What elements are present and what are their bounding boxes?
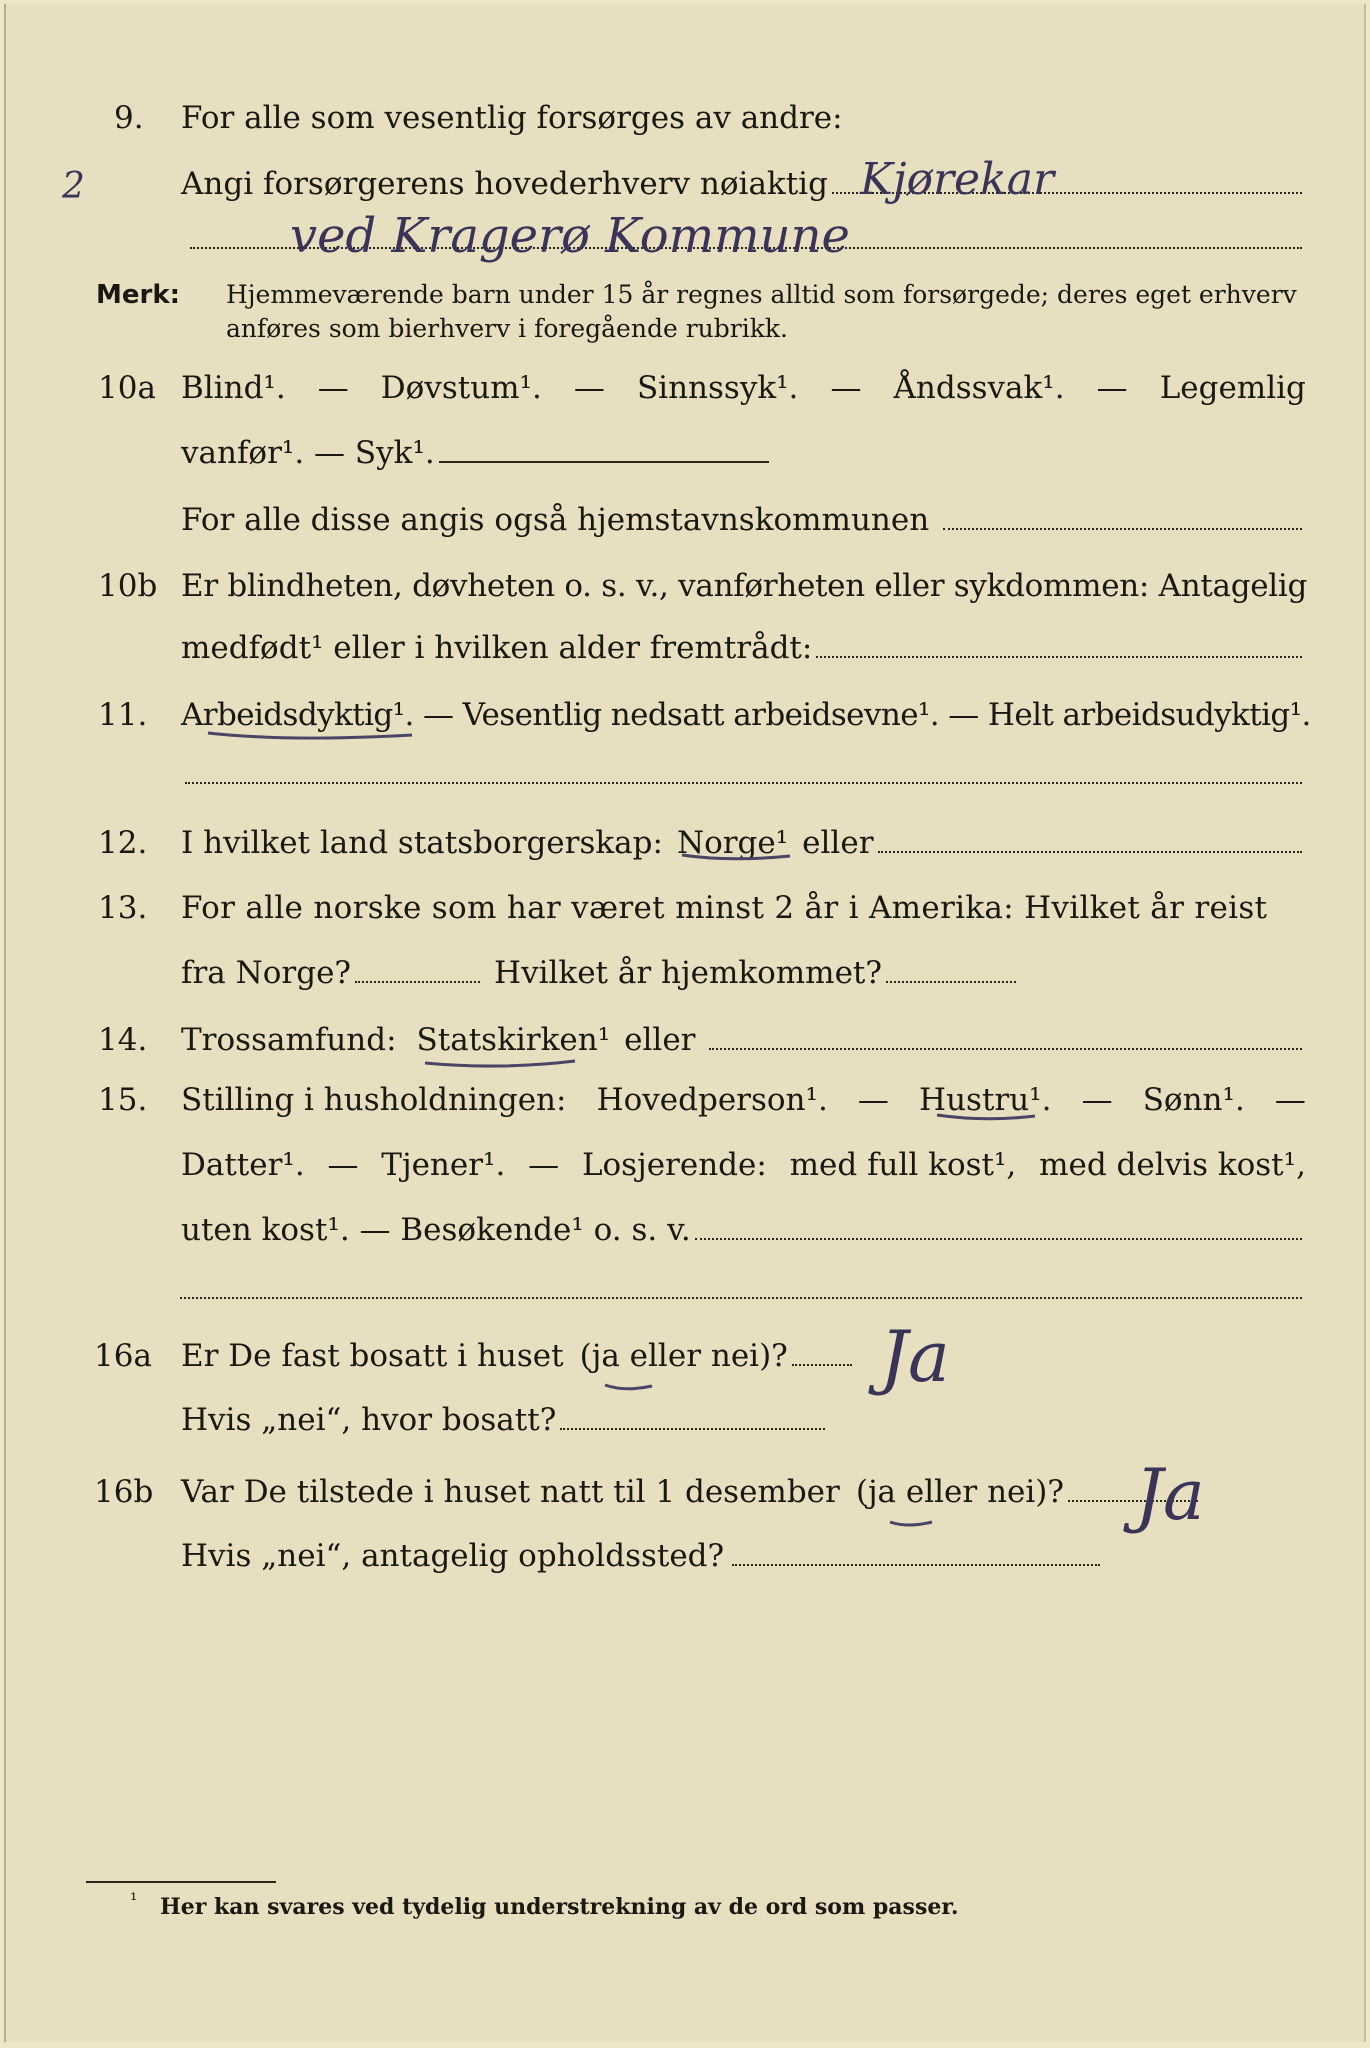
q10a-number: 10a xyxy=(98,370,156,406)
opt-blind[interactable]: Blind¹. xyxy=(181,370,286,406)
q13-text2b: Hvilket år hjemkommet? xyxy=(494,955,883,991)
footnote-text: Her kan svares ved tydelig understrekning av de ord som passer. xyxy=(160,1894,959,1920)
label-losjerende: Losjerende: xyxy=(581,1147,767,1183)
q15-label: Stilling i husholdningen: xyxy=(181,1082,567,1118)
dash: — xyxy=(1096,370,1128,406)
q9-text2: Angi forsørgerens hovederhverv nøiaktig xyxy=(181,166,828,202)
q12-number: 12. xyxy=(98,825,148,861)
q10a-text2: vanfør¹. — Syk¹. xyxy=(181,435,435,471)
hand-answer-9a: Kjørekar xyxy=(860,154,1055,205)
merk-text2: anføres som bierhverv i foregående rubrikk. xyxy=(226,314,788,343)
dash: — xyxy=(573,370,605,406)
opt-andssvak[interactable]: Åndssvak¹. xyxy=(893,370,1065,406)
q16b-number: 16b xyxy=(94,1474,154,1510)
q15-text3[interactable]: uten kost¹. — Besøkende¹ o. s. v. xyxy=(181,1212,691,1248)
q13-number: 13. xyxy=(98,890,148,926)
opt-hovedperson[interactable]: Hovedperson¹. xyxy=(596,1082,828,1118)
q16b-text2: Hvis „nei“, antagelig opholdssted? xyxy=(181,1538,725,1574)
q16b-text1b[interactable]: (ja eller nei)? xyxy=(855,1474,1065,1510)
opt-dovstum[interactable]: Døvstum¹. xyxy=(380,370,542,406)
q10a-text3: For alle disse angis også hjemstavnskommunen xyxy=(181,502,930,538)
hand-margin-mark: 2 xyxy=(62,166,85,207)
opt-tjener[interactable]: Tjener¹. xyxy=(381,1147,506,1183)
hand-answer-16b: Ja xyxy=(1135,1454,1205,1536)
q12-text1: I hvilket land statsborgerskap: xyxy=(181,825,663,861)
dash: — xyxy=(317,370,349,406)
q12-text-eller: eller xyxy=(802,825,874,861)
dash: — xyxy=(1081,1082,1113,1118)
opt-sonn[interactable]: Sønn¹. xyxy=(1142,1082,1245,1118)
opt-sinnssyk[interactable]: Sinnssyk¹. xyxy=(636,370,799,406)
opt-datter[interactable]: Datter¹. xyxy=(181,1147,305,1183)
q14-text1: Trossamfund: xyxy=(181,1022,397,1058)
q16b-text1: Var De tilstede i huset natt til 1 desember xyxy=(181,1474,840,1510)
hand-answer-9b: ved Kragerø Kommune xyxy=(290,208,850,264)
opt-hustru[interactable]: Hustru¹. xyxy=(919,1082,1052,1118)
q14-text-eller: eller xyxy=(624,1022,696,1058)
hand-answer-16a: Ja xyxy=(880,1316,950,1398)
q11-number: 11. xyxy=(98,697,148,733)
dash: — xyxy=(857,1082,889,1118)
opt-delvis-kost[interactable]: med delvis kost¹, xyxy=(1039,1147,1306,1183)
q9-number: 9. xyxy=(114,100,144,136)
dash: — xyxy=(327,1147,359,1183)
footnote-mark: ¹ xyxy=(130,1890,138,1911)
q13-text2a: fra Norge? xyxy=(181,955,352,991)
dash: — xyxy=(528,1147,560,1183)
q16a-text1b[interactable]: (ja eller nei)? xyxy=(579,1338,788,1374)
merk-text1: Hjemmeværende barn under 15 år regnes alltid som forsørgede; deres eget erhverv xyxy=(226,280,1297,309)
q11-text1[interactable]: Arbeidsdyktig¹. — Vesentlig nedsatt arbeidsevne¹. — Helt arbeidsudyktig¹. xyxy=(181,697,1311,733)
q10b-text2: medfødt¹ eller i hvilken alder fremtrådt: xyxy=(181,630,813,666)
q10b-number: 10b xyxy=(98,568,158,604)
q15-number: 15. xyxy=(98,1082,148,1118)
merk-label: Merk: xyxy=(96,280,181,310)
q16a-text2: Hvis „nei“, hvor bosatt? xyxy=(181,1402,557,1438)
q14-option-statskirken[interactable]: Statskirken¹ xyxy=(416,1022,611,1058)
q12-option-norge[interactable]: Norge¹ xyxy=(676,825,789,861)
q10b-text1: Er blindheten, døvheten o. s. v., vanførheten eller sykdommen: Antagelig xyxy=(181,568,1308,604)
opt-full-kost[interactable]: med full kost¹, xyxy=(789,1147,1017,1183)
dash: — xyxy=(830,370,862,406)
q9-text1: For alle som vesentlig forsørges av andre: xyxy=(181,100,843,136)
q16a-text1: Er De fast bosatt i huset xyxy=(181,1338,564,1374)
q14-number: 14. xyxy=(98,1022,148,1058)
q16a-number: 16a xyxy=(94,1338,152,1374)
q13-text1: For alle norske som har været minst 2 år i Amerika: Hvilket år reist xyxy=(181,890,1268,926)
dash: — xyxy=(1274,1082,1306,1118)
opt-legemlig[interactable]: Legemlig xyxy=(1159,370,1306,406)
